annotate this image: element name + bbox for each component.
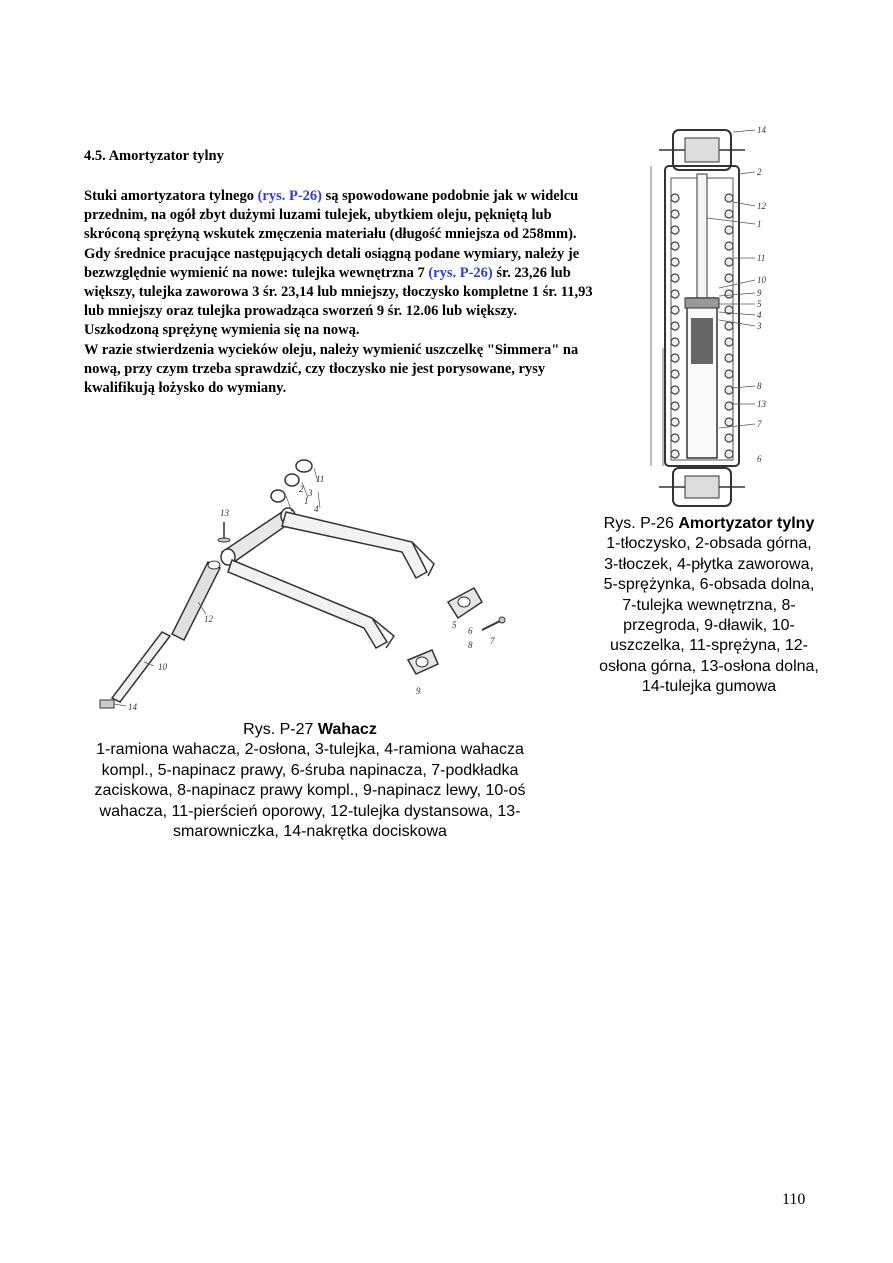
figure-legend: 1-tłoczysko, 2-obsada górna, 3-tłoczek, 4-płytka zaworowa, 5-sprężynka, 6-obsada dolna, 7-tulejka wewnętrzna, 8-przegroda, 9-dławik, 10-uszczelka, 11-sprężyna, 12-osłona górna, 13-osłona dolna, 14-tulejka gumowa: [599, 535, 819, 696]
paragraph-text: Uszkodzoną sprężynę wymienia się na nową.: [84, 322, 360, 339]
figure-title: Wahacz: [317, 721, 377, 738]
figure-title: Amortyzator tylny: [678, 515, 815, 532]
section-title: 4.5. Amortyzator tylny: [84, 148, 224, 164]
callout-label: 5: [452, 620, 457, 630]
callout-label: 6: [468, 626, 473, 636]
figure-p27-caption: [80, 720, 540, 842]
callout-label: 3: [757, 321, 762, 331]
callout-label: 9: [416, 686, 421, 696]
callout-label: 7: [757, 419, 762, 429]
callout-label: 6: [757, 454, 762, 464]
callout-label: 10: [757, 275, 766, 285]
callout-label: 12: [757, 201, 766, 211]
callout-label: 11: [316, 474, 325, 484]
callout-label: 2: [757, 167, 762, 177]
callout-label: 2: [299, 484, 304, 494]
callout-label: 14: [128, 702, 137, 712]
figure-label: Rys. P-27: [243, 721, 318, 738]
paragraph-text: Stuki amortyzatora tylnego: [84, 188, 258, 204]
callout-label: 12: [204, 614, 213, 624]
swing-arm-figure: [82, 452, 537, 720]
figure-reference-link[interactable]: (rys. P-26): [428, 264, 493, 281]
callout-label: 13: [757, 399, 766, 409]
callout-label: 11: [757, 253, 766, 263]
figure-label: Rys. P-26: [603, 515, 679, 532]
callout-label: 1: [757, 219, 762, 229]
paragraph-text: są spowodowane podobnie jak w widelcu przednim, na ogół zbyt dużymi luzami tulejek, ubytkiem oleju, pękniętą lub skróconą sprężyną wskutek zmęczenia materiału (długość mniejsza od 258mm). Gdy średnice pracujące następujących detali osiągną podane wymiary, należy je bezwzględnie wymienić na nowe: tulejka wewnętrzna 7: [84, 188, 580, 281]
callout-label: 13: [220, 508, 229, 518]
shock-absorber-figure: [615, 118, 800, 513]
callout-label: 3: [308, 488, 313, 498]
callout-label: 10: [158, 662, 167, 672]
figure-p26-caption: [598, 514, 820, 698]
callout-label: 14: [757, 125, 766, 135]
paragraph-text: W razie stwierdzenia wycieków oleju, należy wymienić uszczelkę "Simmera" na nową, przy czym trzeba sprawdzić, czy tłoczysko nie jest porysowane, rysy kwalifikują łożysko do wymiany.: [84, 341, 579, 397]
figure-legend: 1-ramiona wahacza, 2-osłona, 3-tulejka, 4-ramiona wahacza kompl., 5-napinacz prawy, 6-śruba napinacza, 7-podkładka zaciskowa, 8-napinacz prawy kompl., 9-napinacz lewy, 10-oś wahacza, 11-pierścień oporowy, 12-tulejka dystansowa, 13-smarowniczka, 14-nakrętka dociskowa: [94, 741, 526, 841]
callout-label: 8: [757, 381, 762, 391]
shock-absorber-drawing: [615, 118, 800, 513]
figure-reference-link[interactable]: (rys. P-26): [257, 188, 322, 204]
callout-label: 1: [304, 496, 309, 506]
callout-label: 4: [314, 504, 319, 514]
page-number: 110: [782, 1191, 806, 1208]
body-text: [84, 187, 594, 398]
swing-arm-drawing: [82, 452, 537, 720]
callout-label: 5: [757, 299, 762, 309]
callout-label: 4: [757, 310, 762, 320]
paragraph-text: śr. 23,26 lub większy, tulejka zaworowa 3 śr. 23,14 lub mniejszy, tłoczysko kompletne 1 śr. 11,93 lub mniejszy oraz tulejka prowadząca sworzeń 9 śr. 12.06 lub większy.: [84, 264, 593, 320]
callout-label: 7: [490, 636, 495, 646]
callout-label: 9: [757, 288, 762, 298]
callout-label: 8: [468, 640, 473, 650]
